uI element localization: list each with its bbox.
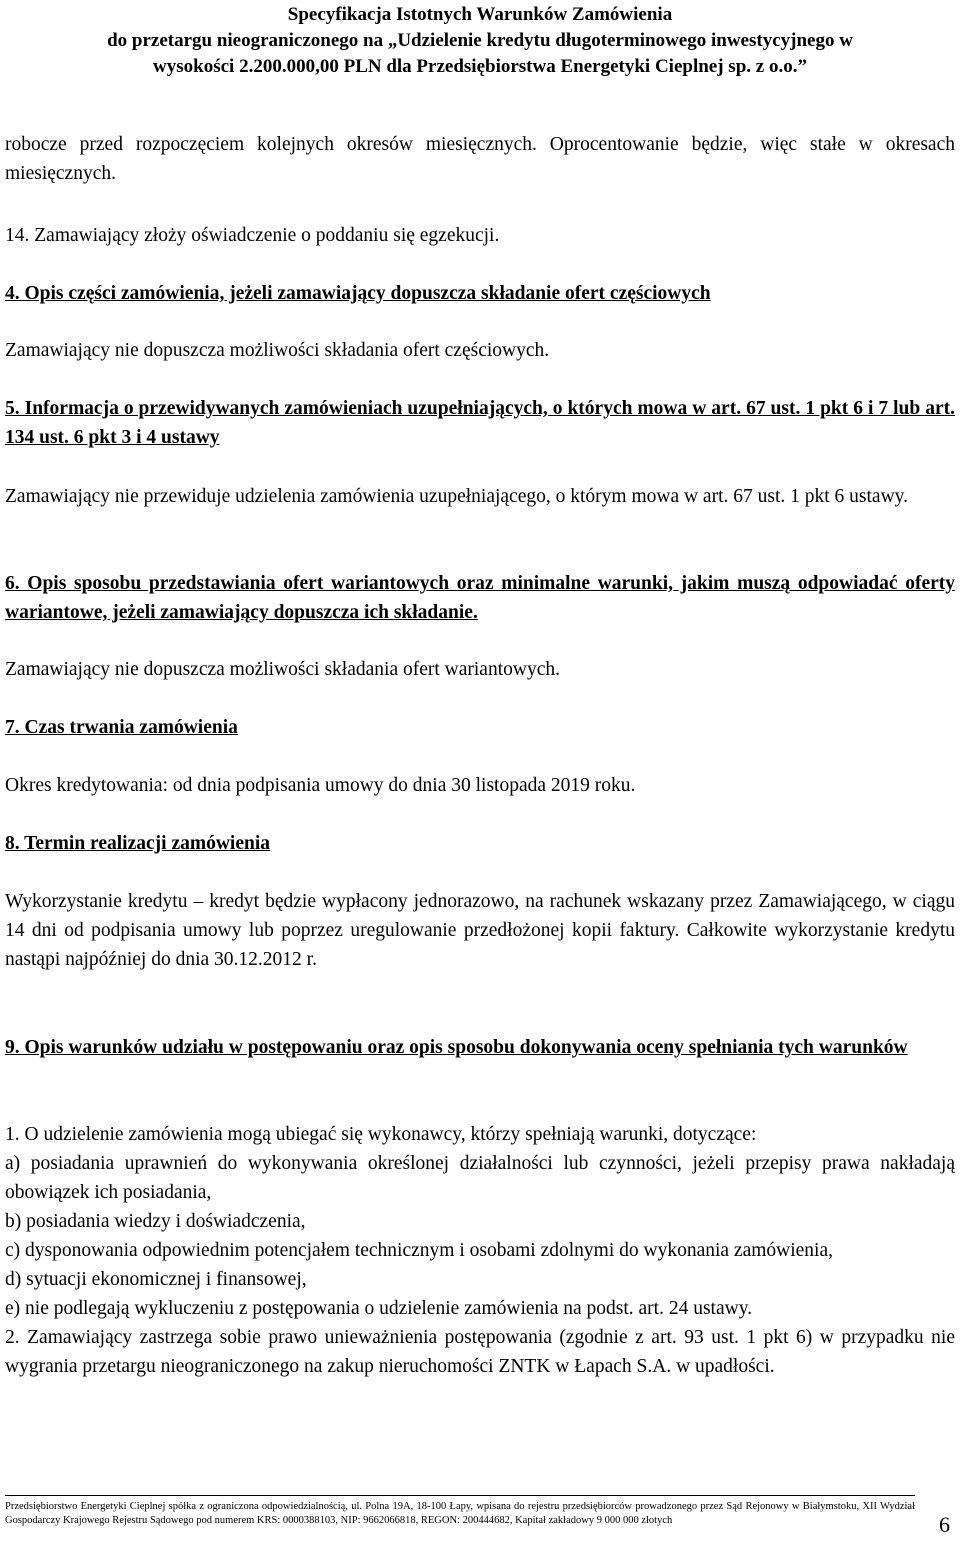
section-5-text: Zamawiający nie przewiduje udzielenia zamówienia uzupełniającego, o którym mowa w art. 67 ust. 1 pkt 6 ustawy. <box>5 486 909 507</box>
section-7-heading: 7. Czas trwania zamówienia <box>5 717 238 738</box>
section-9-item-a: a) posiadania uprawnień do wykonywania określonej działalności lub czynności, jeżeli przepisy prawa nakładają obowiązek ich posiadania, <box>5 1153 955 1203</box>
section-8-heading: 8. Termin realizacji zamówienia <box>5 833 271 854</box>
section-6-heading: 6. Opis sposobu przedstawiania ofert wariantowych oraz minimalne warunki, jakim muszą odpowiadać oferty wariantowe, jeżeli zamawiający dopuszcza ich składanie. <box>5 573 955 623</box>
document-header <box>5 0 955 80</box>
header-line-1: Specyfikacja Istotnych Warunków Zamówienia <box>287 4 673 25</box>
section-4-text: Zamawiający nie dopuszcza możliwości składania ofert częściowych. <box>5 340 550 361</box>
document-page <box>5 0 955 1561</box>
section-9-point-2: 2. Zamawiający zastrzega sobie prawo unieważnienia postępowania (zgodnie z art. 93 ust. 1 pkt 6) w przypadku nie wygrania przetargu nieograniczonego na zakup nieruchomości ZNTK w Łapach S.A. w upadłości. <box>5 1327 955 1377</box>
page-footer: Przedsiębiorstwo Energetyki Cieplnej spółka z ograniczona odpowiedzialnością, ul. Polna 19A, 18-100 Łapy, wpisana do rejestru przedsiębiorców prowadzonego przez Sąd Rejonowy w Białymstoku, XII Wydział Gospodarczy Krajowego Rejestru Sądowego pod numerem KRS: 0000388103, NIP: 9662066818, REGON: 200444682, Kapitał zakładowy 9 000 000 złotych <box>5 1495 915 1527</box>
header-line-3: wysokości 2.200.000,00 PLN dla Przedsiębiorstwa Energetyki Cieplnej sp. z o.o.” <box>153 56 807 77</box>
section-9-item-e: e) nie podlegają wykluczeniu z postępowania o udzielenie zamówienia na podst. art. 24 ustawy. <box>5 1298 753 1319</box>
item-14: 14. Zamawiający złoży oświadczenie o poddaniu się egzekucji. <box>5 225 500 246</box>
continuation-paragraph: robocze przed rozpoczęciem kolejnych okresów miesięcznych. Oprocentowanie będzie, więc stałe w okresach miesięcznych. <box>5 134 955 184</box>
section-4-heading: 4. Opis części zamówienia, jeżeli zamawiający dopuszcza składanie ofert częściowych <box>5 283 711 304</box>
section-6-text: Zamawiający nie dopuszcza możliwości składania ofert wariantowych. <box>5 659 560 680</box>
section-8-text: Wykorzystanie kredytu – kredyt będzie wypłacony jednorazowo, na rachunek wskazany przez Zamawiającego, w ciągu 14 dni od podpisania umowy lub poprzez uregulowanie przedłożonej kopii faktury. Całkowite wykorzystanie kredytu nastąpi najpóźniej do dnia 30.12.2012 r. <box>5 891 955 970</box>
section-9-item-b: b) posiadania wiedzy i doświadczenia, <box>5 1211 306 1232</box>
page-number: 6 <box>939 1512 950 1537</box>
section-5-heading: 5. Informacja o przewidywanych zamówieniach uzupełniających, o których mowa w art. 67 ust. 1 pkt 6 i 7 lub art. 134 ust. 6 pkt 3 i 4 ustawy <box>5 398 955 448</box>
section-9-heading: 9. Opis warunków udziału w postępowaniu oraz opis sposobu dokonywania oceny spełniania tych warunków <box>5 1037 908 1058</box>
section-7-text: Okres kredytowania: od dnia podpisania umowy do dnia 30 listopada 2019 roku. <box>5 775 636 796</box>
section-9-item-d: d) sytuacji ekonomicznej i finansowej, <box>5 1269 307 1290</box>
section-9-item-c: c) dysponowania odpowiednim potencjałem technicznym i osobami zdolnymi do wykonania zamówienia, <box>5 1240 833 1261</box>
section-9-point-1: 1. O udzielenie zamówienia mogą ubiegać się wykonawcy, którzy spełniają warunki, dotyczące: <box>5 1124 757 1145</box>
section-9-body <box>5 1120 955 1381</box>
header-line-2: do przetargu nieograniczonego na „Udzielenie kredytu długoterminowego inwestycyjnego w <box>107 30 853 51</box>
